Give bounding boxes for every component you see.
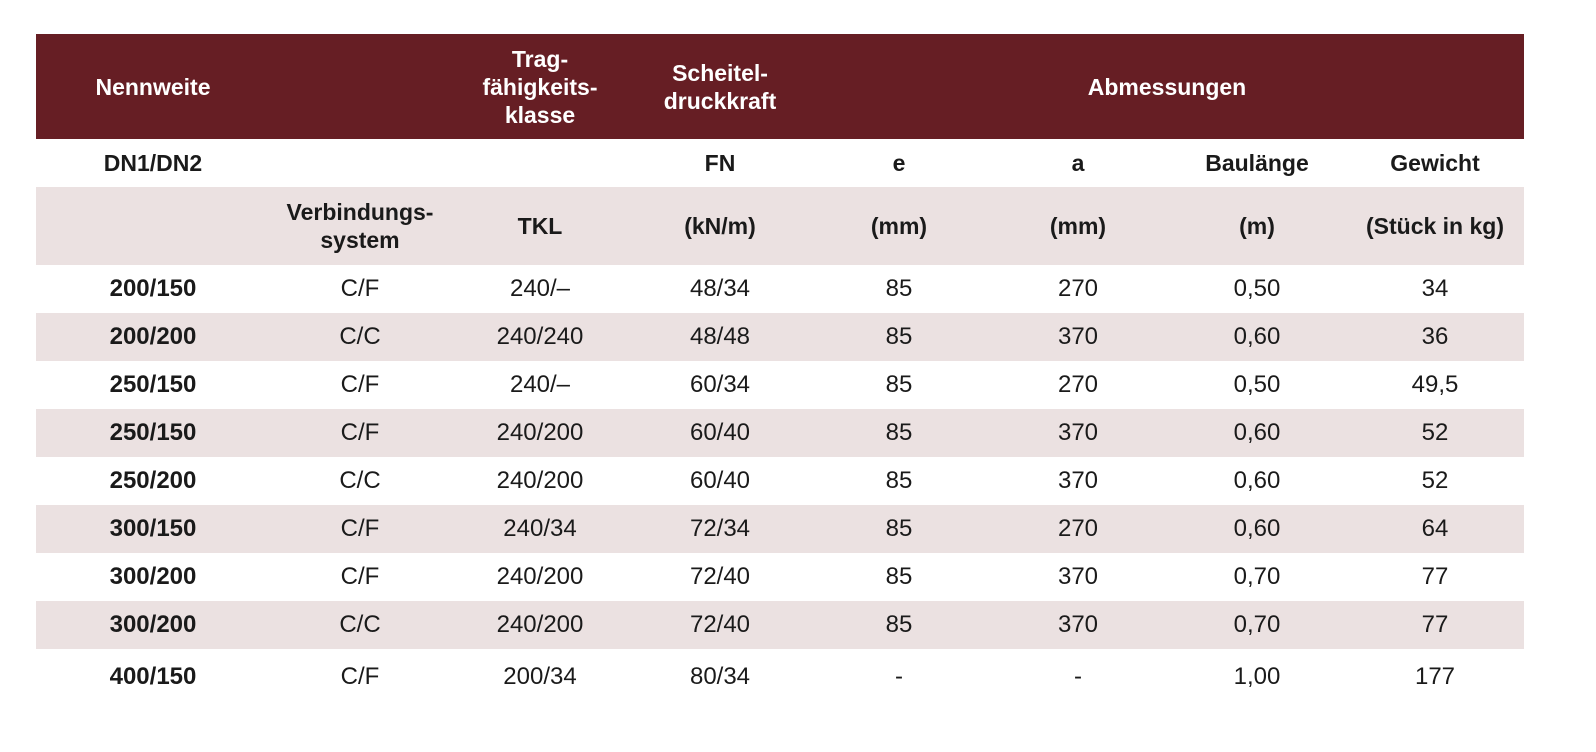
cell-gewicht: 64 bbox=[1421, 515, 1449, 542]
units-m: (m) bbox=[1239, 213, 1275, 239]
cell-a: 370 bbox=[1057, 611, 1099, 638]
cell-gewicht: 77 bbox=[1421, 611, 1449, 638]
table-body bbox=[36, 265, 1524, 705]
cell-gewicht: 34 bbox=[1421, 275, 1449, 302]
cell-fn: 72/40 bbox=[689, 563, 751, 590]
cell-fn: 60/40 bbox=[689, 467, 751, 494]
cell-baulaenge: 0,50 bbox=[1233, 371, 1281, 398]
cell-dn: 300/150 bbox=[109, 515, 197, 542]
cell-gewicht: 49,5 bbox=[1411, 371, 1459, 398]
cell-baulaenge: 0,70 bbox=[1233, 563, 1281, 590]
units-verbindung-line1: Verbindungs- bbox=[286, 199, 434, 225]
cell-fn: 80/34 bbox=[689, 663, 751, 690]
cell-baulaenge: 0,70 bbox=[1233, 611, 1281, 638]
cell-baulaenge: 0,60 bbox=[1233, 515, 1281, 542]
cell-tkl: 240/34 bbox=[503, 515, 577, 542]
cell-a: 270 bbox=[1057, 275, 1099, 302]
cell-e: 85 bbox=[885, 323, 913, 350]
cell-dn: 250/150 bbox=[109, 419, 197, 446]
cell-tkl: 240/– bbox=[509, 371, 571, 398]
table-row bbox=[36, 553, 1524, 601]
cell-verbindung: C/F bbox=[340, 563, 380, 590]
cell-baulaenge: 0,50 bbox=[1233, 275, 1281, 302]
header-tragfaehigkeit-line2: fähigkeits- bbox=[482, 73, 598, 100]
table-row bbox=[36, 601, 1524, 649]
cell-fn: 60/40 bbox=[689, 419, 751, 446]
cell-gewicht: 52 bbox=[1421, 419, 1449, 446]
cell-dn: 300/200 bbox=[109, 563, 197, 590]
cell-dn: 300/200 bbox=[109, 611, 197, 638]
header-row bbox=[36, 34, 1524, 139]
units-e-mm: (mm) bbox=[870, 213, 928, 239]
subheader-gewicht: Gewicht bbox=[1390, 150, 1480, 176]
units-row bbox=[36, 187, 1524, 265]
table-row bbox=[36, 457, 1524, 505]
subheader-fn: FN bbox=[704, 150, 736, 176]
table-row bbox=[36, 505, 1524, 553]
cell-fn: 60/34 bbox=[689, 371, 751, 398]
cell-dn: 250/150 bbox=[109, 371, 197, 398]
cell-fn: 72/34 bbox=[689, 515, 751, 542]
product-table bbox=[36, 34, 1524, 705]
cell-tkl: 240/200 bbox=[496, 419, 584, 446]
cell-gewicht: 36 bbox=[1421, 323, 1449, 350]
header-tragfaehigkeit bbox=[450, 45, 630, 129]
subheader-baulaenge: Baulänge bbox=[1205, 150, 1309, 176]
subheader-a: a bbox=[1071, 150, 1085, 176]
cell-tkl: 240/200 bbox=[496, 467, 584, 494]
cell-verbindung: C/F bbox=[340, 419, 380, 446]
table-row bbox=[36, 409, 1524, 457]
units-verbindung-line2: system bbox=[320, 227, 400, 253]
cell-gewicht: 77 bbox=[1421, 563, 1449, 590]
units-kg: (Stück in kg) bbox=[1365, 213, 1504, 239]
cell-dn: 200/200 bbox=[109, 323, 197, 350]
cell-baulaenge: 0,60 bbox=[1233, 467, 1281, 494]
subheader-e: e bbox=[892, 150, 906, 176]
subheader-dn: DN1/DN2 bbox=[103, 150, 203, 176]
header-tragfaehigkeit-line1: Trag- bbox=[511, 45, 569, 72]
units-verbindung bbox=[270, 198, 450, 254]
cell-baulaenge: 0,60 bbox=[1233, 419, 1281, 446]
header-abmessungen: Abmessungen bbox=[1087, 73, 1247, 100]
cell-e: 85 bbox=[885, 467, 913, 494]
cell-gewicht: 177 bbox=[1414, 663, 1456, 690]
table-row bbox=[36, 361, 1524, 409]
cell-a: 270 bbox=[1057, 515, 1099, 542]
cell-verbindung: C/F bbox=[340, 663, 380, 690]
cell-e: 85 bbox=[885, 611, 913, 638]
cell-e: 85 bbox=[885, 371, 913, 398]
table-row bbox=[36, 649, 1524, 705]
cell-e: 85 bbox=[885, 419, 913, 446]
cell-tkl: 240/240 bbox=[496, 323, 584, 350]
table-row bbox=[36, 313, 1524, 361]
cell-dn: 200/150 bbox=[109, 275, 197, 302]
cell-verbindung: C/C bbox=[339, 323, 381, 350]
cell-a: 270 bbox=[1057, 371, 1099, 398]
header-scheiteldruck bbox=[630, 59, 810, 115]
cell-gewicht: 52 bbox=[1421, 467, 1449, 494]
cell-tkl: 200/34 bbox=[503, 663, 577, 690]
cell-verbindung: C/F bbox=[340, 515, 380, 542]
cell-dn: 400/150 bbox=[109, 663, 197, 690]
cell-a: 370 bbox=[1057, 323, 1099, 350]
cell-fn: 48/34 bbox=[689, 275, 751, 302]
cell-baulaenge: 0,60 bbox=[1233, 323, 1281, 350]
units-kn: (kN/m) bbox=[684, 213, 756, 239]
units-a-mm: (mm) bbox=[1049, 213, 1107, 239]
subheader-row bbox=[36, 139, 1524, 187]
cell-e: 85 bbox=[885, 515, 913, 542]
cell-dn: 250/200 bbox=[109, 467, 197, 494]
cell-a: 370 bbox=[1057, 563, 1099, 590]
cell-tkl: 240/200 bbox=[496, 563, 584, 590]
cell-tkl: 240/200 bbox=[496, 611, 584, 638]
header-scheiteldruck-line1: Scheitel- bbox=[672, 59, 768, 86]
cell-a: 370 bbox=[1057, 419, 1099, 446]
cell-e: 85 bbox=[885, 275, 913, 302]
cell-verbindung: C/F bbox=[340, 275, 380, 302]
cell-e: 85 bbox=[885, 563, 913, 590]
cell-verbindung: C/F bbox=[340, 371, 380, 398]
cell-a: - bbox=[1074, 663, 1082, 690]
cell-tkl: 240/– bbox=[509, 275, 571, 302]
cell-verbindung: C/C bbox=[339, 611, 381, 638]
header-scheiteldruck-line2: druckkraft bbox=[663, 87, 777, 114]
table-row bbox=[36, 265, 1524, 313]
header-tragfaehigkeit-line3: klasse bbox=[504, 101, 576, 128]
cell-verbindung: C/C bbox=[339, 467, 381, 494]
cell-a: 370 bbox=[1057, 467, 1099, 494]
cell-e: - bbox=[895, 663, 903, 690]
header-nennweite: Nennweite bbox=[95, 73, 211, 100]
cell-fn: 72/40 bbox=[689, 611, 751, 638]
units-tkl: TKL bbox=[517, 213, 563, 239]
cell-fn: 48/48 bbox=[689, 323, 751, 350]
cell-baulaenge: 1,00 bbox=[1233, 663, 1281, 690]
